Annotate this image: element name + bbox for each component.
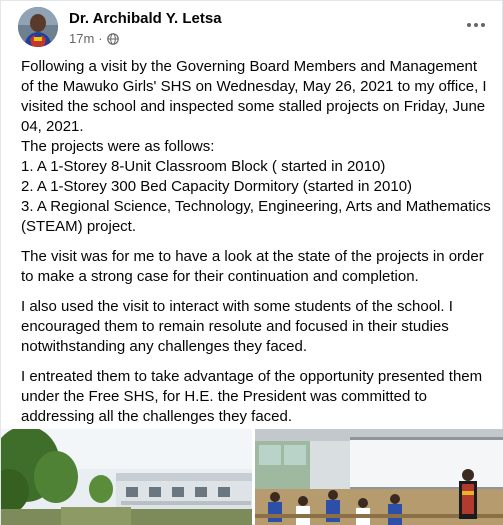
text-line: The visit was for me to have a look at the state of the projects in order	[21, 248, 484, 265]
post-photos	[1, 429, 503, 525]
post-paragraph	[21, 297, 491, 357]
post-body	[21, 57, 491, 427]
text-line: The projects were as follows:	[21, 138, 215, 155]
post-paragraph	[21, 247, 491, 287]
text-line: Following a visit by the Governing Board Members and Management	[21, 58, 478, 75]
globe-icon	[107, 33, 119, 45]
text-line: I also used the visit to interact with some students of the school. I	[21, 298, 453, 315]
avatar-image	[18, 7, 58, 47]
more-options-icon[interactable]	[464, 15, 488, 35]
text-line: (STEAM) project.	[21, 218, 137, 235]
text-line: encouraged them to remain resolute and focused in their studies	[21, 318, 449, 335]
post-paragraph	[21, 367, 491, 427]
photo-school-building[interactable]	[1, 429, 252, 525]
text-line: addressing all the challenges they faced.	[21, 408, 293, 425]
post-paragraph	[21, 57, 491, 237]
text-line: notwithstanding any challenges they faced.	[21, 338, 308, 355]
text-line: I entreated them to take advantage of the opportunity presented them	[21, 368, 483, 385]
project-item-1: 1. A 1-Storey 8-Unit Classroom Block ( started in 2010)	[21, 158, 386, 175]
project-item-2: 2. A 1-Storey 300 Bed Capacity Dormitory (started in 2010)	[21, 178, 413, 195]
project-item-3: 3. A Regional Science, Technology, Engineering, Arts and Mathematics	[21, 198, 491, 215]
classroom-photo	[255, 429, 503, 525]
photo-classroom[interactable]	[255, 429, 503, 525]
post-meta	[69, 31, 119, 46]
author-avatar[interactable]	[18, 7, 58, 47]
school-building-photo	[1, 429, 252, 525]
text-line: 04, 2021.	[21, 118, 84, 135]
post-header	[18, 7, 488, 47]
text-line: to make a strong case for their continuation and completion.	[21, 268, 419, 285]
post-timestamp[interactable]: 17m	[69, 31, 95, 46]
text-line: visited the school and inspected some stalled projects on Friday, June	[21, 98, 486, 115]
text-line: under the Free SHS, for H.E. the President was committed to	[21, 388, 428, 405]
text-line: of the Mawuko Girls' SHS on Wednesday, May 26, 2021 to my office, I	[21, 78, 487, 95]
author-name[interactable]: Dr. Archibald Y. Letsa	[69, 10, 222, 27]
meta-separator: ·	[98, 31, 103, 46]
